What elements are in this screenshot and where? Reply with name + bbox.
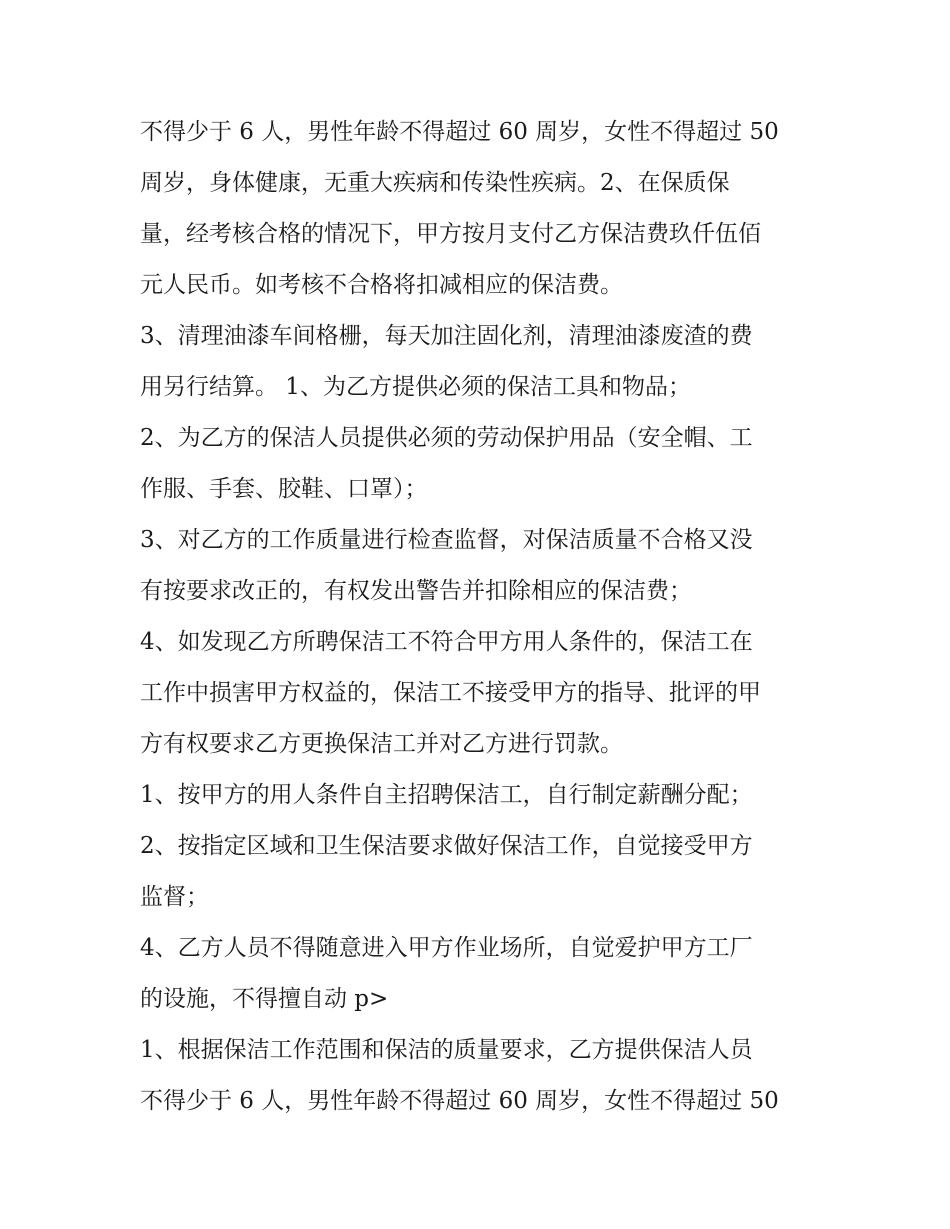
text-line: 有按要求改正的，有权发出警告并扣除相应的保洁费； [140,578,692,604]
text-line: 不得少于 6 人，男性年龄不得超过 60 周岁，女性不得超过 50 [140,119,779,145]
text-line: 1、根据保洁工作范围和保洁的质量要求，乙方提供保洁人员 [140,1037,753,1063]
text-line: 的设施，不得擅自动 p> [140,986,389,1012]
text-line: 1、按甲方的用人条件自主招聘保洁工，自行制定薪酬分配； [140,782,753,808]
text-line: 周岁，身体健康，无重大疾病和传染性疾病。2、在保质保 [140,170,730,196]
text-line: 3、清理油漆车间格栅，每天加注固化剂，清理油漆废渣的费 [140,323,753,349]
text-line: 监督； [140,884,209,910]
text-line: 4、如发现乙方所聘保洁工不符合甲方用人条件的，保洁工在 [140,629,753,655]
text-line: 方有权要求乙方更换保洁工并对乙方进行罚款。 [140,731,623,757]
text-line: 4、乙方人员不得随意进入甲方作业场所，自觉爱护甲方工厂 [140,935,753,961]
text-line: 用另行结算。 1、为乙方提供必须的保洁工具和物品； [140,374,691,400]
text-line: 2、为乙方的保洁人员提供必须的劳动保护用品（安全帽、工 [140,425,753,451]
text-line: 2、按指定区域和卫生保洁要求做好保洁工作，自觉接受甲方 [140,833,753,859]
text-line: 3、对乙方的工作质量进行检查监督，对保洁质量不合格又没 [140,527,753,553]
document-body [140,107,820,1127]
text-line: 工作中损害甲方权益的，保洁工不接受甲方的指导、批评的甲 [140,680,761,706]
text-line: 量，经考核合格的情况下，甲方按月支付乙方保洁费玖仟伍佰 [140,221,761,247]
text-line: 作服、手套、胶鞋、口罩）； [140,476,428,502]
text-line: 元人民币。如考核不合格将扣减相应的保洁费。 [140,272,623,298]
text-line: 不得少于 6 人，男性年龄不得超过 60 周岁，女性不得超过 50 [140,1088,779,1114]
